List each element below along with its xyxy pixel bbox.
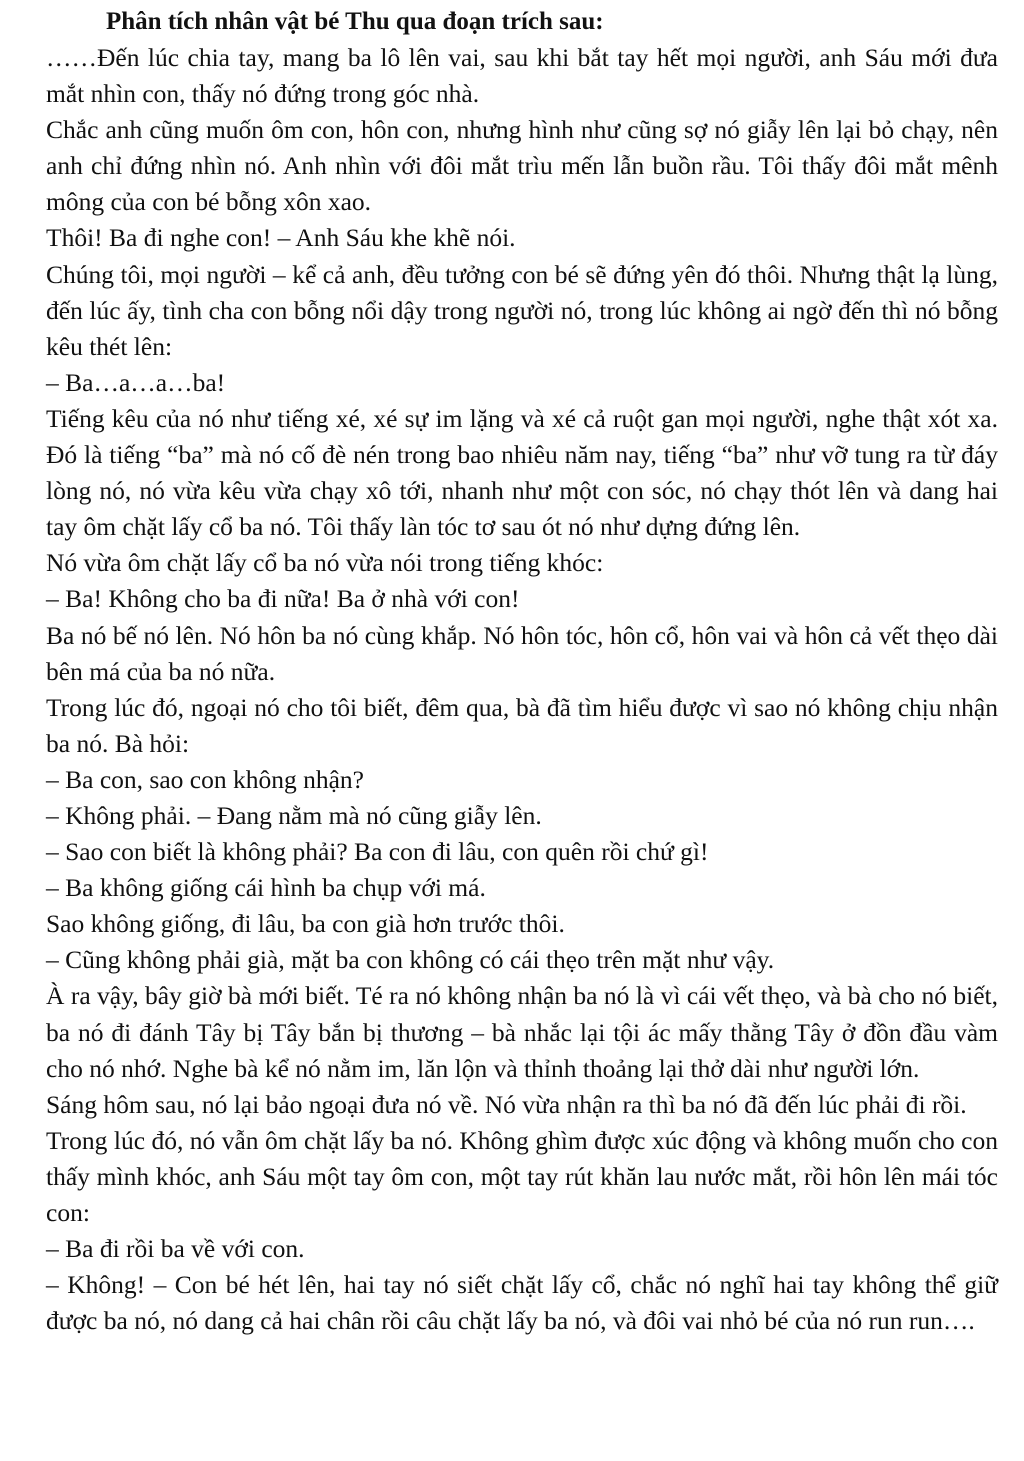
paragraph: Thôi! Ba đi nghe con! – Anh Sáu khe khẽ nói. xyxy=(46,223,516,253)
paragraph: – Cũng không phải già, mặt ba con không có cái thẹo trên mặt như vậy. xyxy=(46,945,775,975)
paragraph: Sao không giống, đi lâu, ba con già hơn trước thôi. xyxy=(46,909,565,939)
paragraph: – Ba đi rồi ba về với con. xyxy=(46,1234,305,1264)
paragraph: – Ba…a…a…ba! xyxy=(46,367,226,397)
paragraph: – Ba không giống cái hình ba chụp với má. xyxy=(46,873,486,903)
paragraph: À ra vậy, bây giờ bà mới biết. Té ra nó không nhận ba nó là vì cái vết thẹo, và bà cho nó biết, ba nó đi đánh Tây bị Tây bắn bị thương – bà nhắc lại tội ác mấy thằng Tây ở đồn đầu vàm cho nó nhớ. Nghe bà kể nó nằm im, lăn lộn và thỉnh thoảng lại thở dài như người lớn. xyxy=(46,981,998,1083)
paragraph: Chúng tôi, mọi người – kể cả anh, đều tưởng con bé sẽ đứng yên đó thôi. Nhưng thật lạ lùng, đến lúc ấy, tình cha con bỗng nổi dậy trong người nó, trong lúc không ai ngờ đến thì nó bỗng kêu thét lên: xyxy=(46,259,998,361)
paragraph: – Không! – Con bé hét lên, hai tay nó siết chặt lấy cổ, chắc nó nghĩ hai tay không thể giữ được ba nó, nó dang cả hai chân rồi câu chặt lấy ba nó, và đôi vai nhỏ bé của nó run run…. xyxy=(46,1270,998,1336)
paragraph: – Ba con, sao con không nhận? xyxy=(46,764,364,794)
paragraph: Sáng hôm sau, nó lại bảo ngoại đưa nó về. Nó vừa nhận ra thì ba nó đã đến lúc phải đi rồi. xyxy=(46,1089,967,1119)
paragraph: Tiếng kêu của nó như tiếng xé, xé sự im lặng và xé cả ruột gan mọi người, nghe thật xót xa. Đó là tiếng “ba” mà nó cố đè nén trong bao nhiêu năm nay, tiếng “ba” như vỡ tung ra từ đáy lòng nó, nó vừa kêu vừa chạy xô tới, nhanh như một con sóc, nó chạy thót lên và dang hai tay ôm chặt lấy cổ ba nó. Tôi thấy làn tóc tơ sau ót nó như dựng đứng lên. xyxy=(46,403,998,542)
document-title: Phân tích nhân vật bé Thu qua đoạn trích sau: xyxy=(106,8,604,35)
paragraph: – Không phải. – Đang nằm mà nó cũng giẫy lên. xyxy=(46,800,542,830)
paragraph: Ba nó bế nó lên. Nó hôn ba nó cùng khắp. Nó hôn tóc, hôn cổ, hôn vai và hôn cả vết thẹo dài bên má của ba nó nữa. xyxy=(46,620,998,686)
paragraph: Trong lúc đó, nó vẫn ôm chặt lấy ba nó. Không ghìm được xúc động và không muốn cho con thấy mình khóc, anh Sáu một tay ôm con, một tay rút khăn lau nước mắt, rồi hôn lên mái tóc con: xyxy=(46,1125,998,1227)
paragraph: ……Đến lúc chia tay, mang ba lô lên vai, sau khi bắt tay hết mọi người, anh Sáu mới đưa mắt nhìn con, thấy nó đứng trong góc nhà. xyxy=(46,43,998,109)
paragraph: – Ba! Không cho ba đi nữa! Ba ở nhà với con! xyxy=(46,584,520,614)
paragraph: Chắc anh cũng muốn ôm con, hôn con, nhưng hình như cũng sợ nó giẫy lên lại bỏ chạy, nên anh chỉ đứng nhìn nó. Anh nhìn với đôi mắt trìu mến lẫn buồn rầu. Tôi thấy đôi mắt mênh mông của con bé bỗng xôn xao. xyxy=(46,115,998,217)
paragraph: Trong lúc đó, ngoại nó cho tôi biết, đêm qua, bà đã tìm hiểu được vì sao nó không chịu nhận ba nó. Bà hỏi: xyxy=(46,692,998,758)
paragraph: Nó vừa ôm chặt lấy cổ ba nó vừa nói trong tiếng khóc: xyxy=(46,548,604,578)
paragraph: – Sao con biết là không phải? Ba con đi lâu, con quên rồi chứ gì! xyxy=(46,837,709,867)
